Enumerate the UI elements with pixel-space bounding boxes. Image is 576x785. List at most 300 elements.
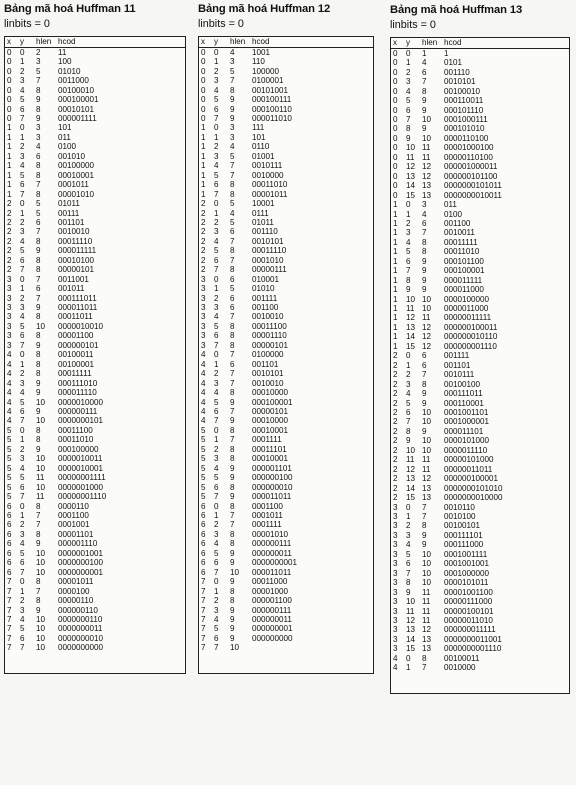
table-row (199, 152, 374, 161)
cell-hcod: 0001001101 (444, 408, 489, 418)
cell-hlen: 6 (422, 67, 427, 77)
cell-x: 6 (201, 520, 206, 530)
cell-y: 5 (20, 170, 25, 180)
cell-y: 5 (406, 247, 411, 257)
cell-x: 4 (393, 653, 398, 663)
cell-hcod: 100 (58, 57, 72, 67)
cell-hcod: 000001101 (252, 463, 292, 473)
cell-hcod: 000111011 (444, 389, 483, 399)
cell-hcod: 00100010 (444, 86, 481, 96)
cell-hlen: 8 (230, 321, 235, 331)
cell-hcod: 0011001 (58, 274, 89, 284)
cell-x: 1 (7, 132, 12, 142)
cell-y: 6 (214, 633, 219, 643)
cell-x: 3 (7, 274, 12, 284)
cell-x: 0 (393, 86, 398, 96)
cell-y: 4 (20, 312, 25, 322)
cell-y: 1 (20, 511, 25, 520)
cell-hcod: 00000110 (58, 596, 94, 606)
cell-hcod: 000001000011 (444, 162, 498, 172)
cell-hcod: 0100000 (252, 350, 284, 360)
cell-hcod: 00001010 (58, 189, 95, 199)
cell-x: 2 (393, 445, 398, 455)
cell-hcod: 001101 (58, 217, 85, 227)
cell-x: 2 (393, 493, 398, 503)
cell-y: 7 (214, 340, 219, 350)
table-row (199, 416, 374, 425)
cell-hlen: 7 (36, 586, 41, 596)
cell-hcod: 000011111 (58, 246, 97, 256)
cell-y: 2 (214, 66, 219, 76)
cell-hcod: 00100001 (58, 359, 95, 369)
cell-x: 1 (201, 170, 206, 180)
cell-y: 15 (406, 341, 416, 351)
table-row (391, 153, 570, 162)
cell-y: 0 (20, 425, 25, 435)
cell-x: 3 (393, 578, 398, 588)
cell-x: 2 (393, 379, 398, 389)
cell-hlen: 7 (422, 228, 427, 238)
table-row (199, 105, 374, 114)
cell-hlen: 4 (422, 209, 427, 219)
table-row (199, 539, 374, 548)
cell-x: 7 (7, 605, 12, 615)
cell-y: 3 (214, 303, 219, 313)
cell-y: 6 (20, 407, 25, 417)
cell-y: 4 (20, 85, 25, 95)
table-row (391, 521, 570, 530)
cell-y: 7 (406, 266, 411, 276)
cell-hcod: 001100 (444, 218, 471, 228)
cell-x: 1 (393, 228, 398, 238)
cell-y: 10 (406, 445, 416, 455)
cell-hlen: 3 (36, 123, 41, 133)
table-row (199, 634, 374, 643)
cell-x: 7 (7, 596, 12, 606)
table-row (391, 389, 570, 398)
cell-y: 5 (20, 397, 25, 407)
cell-y: 11 (406, 455, 415, 465)
cell-y: 7 (20, 189, 25, 199)
cell-y: 7 (20, 643, 25, 653)
cell-x: 7 (7, 633, 12, 643)
table-row (199, 322, 374, 331)
cell-x: 7 (7, 614, 12, 624)
cell-y: 6 (20, 104, 25, 114)
cell-y: 5 (214, 246, 219, 256)
cell-y: 5 (20, 473, 25, 483)
table-row (199, 615, 374, 624)
cell-hcod: 000100001 (58, 95, 99, 105)
cell-x: 4 (7, 407, 12, 417)
cell-y: 4 (20, 463, 25, 473)
cell-y: 1 (20, 132, 25, 142)
table-row (391, 313, 570, 322)
cell-x: 4 (7, 369, 12, 379)
cell-y: 0 (406, 502, 411, 512)
cell-x: 3 (393, 587, 398, 597)
table-row (5, 492, 186, 501)
cell-x: 4 (7, 359, 12, 369)
cell-x: 0 (201, 57, 206, 67)
cell-hcod: 11 (58, 47, 67, 57)
cell-y: 4 (20, 614, 25, 624)
cell-hlen: 6 (230, 303, 235, 313)
cell-hlen: 7 (230, 369, 235, 379)
cell-y: 6 (214, 180, 219, 190)
cell-x: 4 (201, 350, 206, 360)
cell-hcod: 001011 (58, 284, 85, 294)
cell-hlen: 9 (230, 605, 235, 615)
cell-x: 3 (201, 331, 206, 341)
cell-hlen: 10 (36, 397, 46, 407)
table-row (199, 218, 374, 227)
table-row (391, 332, 570, 341)
cell-hlen: 13 (422, 190, 432, 200)
cell-y: 4 (20, 236, 25, 246)
cell-y: 4 (214, 85, 219, 95)
cell-hlen: 9 (230, 633, 235, 643)
cell-hcod: 00010101 (58, 104, 95, 114)
cell-hcod: 000000111 (58, 407, 98, 417)
cell-hlen: 9 (230, 473, 235, 483)
cell-hlen: 10 (422, 445, 432, 455)
table-row (199, 577, 374, 586)
cell-y: 6 (20, 482, 25, 492)
cell-hlen: 8 (36, 331, 41, 341)
cell-hcod: 000000101 (58, 340, 99, 350)
table-row (5, 199, 186, 208)
table-row (5, 539, 186, 548)
table-row (5, 312, 186, 321)
cell-hlen: 8 (230, 454, 235, 464)
cell-x: 2 (201, 217, 206, 227)
huffman-table-13 (390, 37, 570, 694)
cell-hcod: 00000111 (252, 265, 287, 275)
table-row (199, 596, 374, 605)
cell-y: 0 (20, 501, 25, 511)
cell-y: 4 (214, 161, 219, 171)
cell-hlen: 10 (36, 624, 46, 634)
cell-x: 0 (7, 47, 12, 57)
cell-x: 4 (201, 359, 206, 369)
cell-y: 9 (406, 285, 411, 295)
table-title: Bảng mã hoá Huffman 12 (198, 3, 331, 15)
cell-hcod: 000011011 (252, 567, 292, 577)
cell-hlen: 9 (422, 124, 427, 134)
table-row (5, 180, 186, 189)
table-row (391, 342, 570, 351)
cell-x: 5 (7, 463, 12, 473)
cell-hlen: 9 (230, 463, 235, 473)
cell-x: 7 (201, 643, 206, 653)
cell-hcod: 100000 (252, 66, 280, 76)
table-row (199, 379, 374, 388)
cell-hlen: 13 (422, 493, 432, 503)
cell-hlen: 7 (422, 512, 427, 521)
cell-hlen: 10 (422, 568, 432, 578)
cell-hcod: 00000101 (252, 340, 289, 350)
table-row (5, 142, 186, 151)
table-row (5, 190, 186, 199)
cell-y: 2 (20, 293, 25, 303)
cell-y: 8 (406, 426, 411, 436)
cell-hlen: 6 (422, 351, 427, 361)
cell-y: 1 (406, 512, 411, 521)
cell-hcod: 000011010 (252, 113, 292, 123)
table-row (391, 219, 570, 228)
cell-hlen: 7 (230, 520, 235, 530)
cell-hcod: 0000110100 (444, 133, 489, 143)
cell-y: 4 (214, 614, 219, 624)
cell-y: 3 (20, 227, 25, 237)
cell-hcod: 0000000110 (58, 614, 103, 624)
cell-x: 5 (7, 492, 12, 502)
cell-x: 1 (7, 142, 12, 152)
cell-hcod: 0000000100 (58, 558, 104, 568)
cell-y: 3 (214, 76, 219, 86)
cell-y: 6 (214, 104, 219, 114)
cell-x: 1 (393, 275, 398, 285)
cell-hlen: 5 (230, 284, 235, 294)
cell-hlen: 9 (422, 398, 427, 408)
cell-y: 1 (214, 57, 219, 67)
cell-hlen: 8 (36, 312, 41, 322)
cell-y: 0 (20, 577, 25, 587)
cell-x: 2 (393, 474, 398, 484)
cell-hcod: 0010101 (252, 236, 284, 246)
cell-hcod: 001111 (252, 293, 278, 303)
table-row (5, 577, 186, 586)
table-row (5, 558, 186, 567)
cell-hcod: 10001 (252, 199, 275, 209)
table-row (199, 86, 374, 95)
cell-hcod: 000001110 (58, 539, 98, 549)
table-row (391, 493, 570, 502)
cell-y: 2 (20, 369, 25, 379)
cell-y: 2 (406, 370, 411, 380)
cell-y: 1 (214, 359, 219, 369)
table-row (199, 256, 374, 265)
table-row (5, 227, 186, 236)
cell-hlen: 9 (36, 246, 41, 256)
cell-hcod: 01001 (252, 151, 275, 161)
table-row (391, 663, 570, 694)
table-row (5, 331, 186, 340)
table-row (391, 162, 570, 171)
cell-hlen: 8 (36, 350, 41, 360)
table-row (391, 181, 570, 190)
table-row (5, 265, 186, 274)
cell-y: 3 (214, 227, 219, 237)
cell-x: 3 (393, 634, 398, 644)
cell-x: 1 (393, 304, 398, 314)
cell-hlen: 8 (36, 189, 41, 199)
table-row (5, 634, 186, 643)
cell-hlen: 7 (230, 407, 235, 417)
cell-y: 13 (406, 322, 416, 332)
cell-hlen: 10 (36, 643, 46, 653)
cell-x: 2 (201, 246, 206, 256)
cell-hcod: 111 (252, 123, 265, 133)
cell-hcod: 00000001110 (58, 492, 107, 502)
table-row (391, 569, 570, 578)
table-row (199, 57, 374, 66)
table-row (5, 294, 186, 303)
cell-y: 7 (214, 265, 219, 275)
cell-x: 0 (393, 162, 398, 172)
cell-hlen: 7 (36, 293, 41, 303)
cell-x: 3 (201, 293, 206, 303)
cell-x: 0 (7, 113, 12, 123)
table-row (199, 190, 374, 199)
cell-y: 3 (214, 378, 219, 388)
cell-x: 4 (393, 663, 398, 673)
cell-y: 0 (20, 199, 25, 209)
cell-y: 12 (406, 464, 416, 474)
cell-x: 3 (201, 312, 206, 322)
cell-hcod: 0010010 (252, 312, 284, 322)
cell-y: 1 (406, 58, 411, 68)
cell-hlen: 13 (422, 181, 432, 191)
cell-hlen: 10 (422, 578, 432, 588)
table-row (199, 123, 374, 132)
table-row (391, 68, 570, 77)
cell-hlen: 7 (422, 370, 427, 380)
cell-x: 5 (201, 492, 206, 502)
table-header-row (391, 38, 570, 49)
cell-hcod: 110 (252, 57, 265, 67)
cell-hcod: 0010000 (444, 663, 476, 673)
cell-y: 0 (20, 274, 25, 284)
cell-hlen: 9 (230, 614, 235, 624)
cell-y: 12 (406, 313, 416, 323)
cell-hlen: 9 (36, 539, 41, 549)
cell-hlen: 9 (422, 389, 427, 399)
cell-hcod: 000111011 (58, 293, 97, 303)
cell-hcod (250, 643, 374, 674)
column-header-y: y (18, 37, 34, 48)
cell-hlen: 11 (422, 464, 431, 474)
cell-hlen: 11 (36, 473, 45, 483)
table-row (199, 275, 374, 284)
cell-x: 0 (201, 104, 206, 114)
cell-hlen: 9 (422, 96, 427, 106)
table-row (199, 133, 374, 142)
cell-hlen: 6 (230, 274, 235, 284)
cell-x: 3 (7, 303, 12, 313)
cell-hcod: 00100100 (444, 379, 481, 389)
cell-y: 7 (20, 265, 25, 275)
cell-y: 7 (214, 643, 219, 653)
table-row (199, 294, 374, 303)
cell-y: 6 (406, 559, 411, 569)
table-row (5, 303, 186, 312)
cell-x: 1 (201, 151, 206, 161)
cell-hlen: 9 (422, 266, 427, 276)
cell-x: 4 (7, 350, 12, 360)
cell-hcod: 00011100 (58, 425, 93, 435)
cell-y: 3 (20, 303, 25, 313)
column-header-hcod: hcod (56, 37, 186, 48)
cell-hlen: 7 (230, 236, 235, 246)
table-row (391, 436, 570, 445)
cell-hcod: 000000111 (252, 605, 292, 615)
table-row (5, 511, 186, 520)
cell-y: 2 (214, 217, 219, 227)
column-header-hlen: hlen (228, 37, 250, 48)
table-row (199, 341, 374, 350)
cell-hlen: 8 (230, 596, 235, 606)
cell-x: 0 (7, 95, 12, 105)
cell-x: 3 (393, 530, 398, 540)
table-row (5, 67, 186, 76)
table-row (391, 304, 570, 313)
cell-hcod: 0000011110 (444, 445, 488, 455)
cell-y: 3 (20, 378, 25, 388)
cell-y: 1 (20, 208, 25, 218)
cell-hcod: 00100000 (58, 161, 95, 171)
cell-y: 5 (406, 398, 411, 408)
table-row (5, 520, 186, 529)
table-row (391, 58, 570, 67)
cell-hlen: 8 (36, 425, 41, 435)
cell-y: 0 (214, 47, 219, 57)
table-row (391, 257, 570, 266)
cell-hcod: 000011101 (444, 426, 484, 436)
cell-hcod: 00001110 (252, 331, 287, 341)
cell-x: 2 (201, 265, 206, 275)
cell-x: 2 (201, 227, 206, 237)
cell-y: 5 (20, 246, 25, 256)
cell-hlen: 8 (230, 189, 235, 199)
cell-hlen: 10 (422, 559, 432, 569)
cell-hcod: 00100011 (444, 653, 480, 663)
cell-y: 6 (406, 256, 411, 266)
cell-hlen: 9 (422, 256, 427, 266)
table-row (199, 171, 374, 180)
table-row (5, 587, 186, 596)
table-row (391, 465, 570, 474)
cell-hlen: 8 (422, 653, 427, 663)
cell-x: 5 (7, 454, 12, 464)
cell-hcod: 0000000010000 (444, 493, 503, 503)
cell-x: 1 (7, 123, 12, 133)
cell-x: 4 (201, 407, 206, 417)
table-row (5, 530, 186, 539)
table-row (391, 559, 570, 568)
cell-y: 0 (20, 47, 25, 57)
cell-x: 7 (7, 643, 12, 653)
cell-hlen: 4 (230, 142, 235, 152)
cell-x: 3 (393, 615, 398, 625)
cell-hcod: 000100110 (252, 104, 292, 114)
cell-x: 2 (393, 389, 398, 399)
cell-y: 1 (406, 663, 411, 673)
cell-hlen: 7 (230, 511, 235, 520)
cell-y: 5 (20, 548, 25, 558)
cell-y: 2 (406, 67, 411, 77)
cell-y: 4 (214, 236, 219, 246)
cell-hlen: 11 (422, 313, 431, 323)
table-row (5, 445, 186, 454)
cell-x: 6 (201, 511, 206, 520)
cell-hlen: 9 (422, 275, 427, 285)
cell-hlen: 11 (422, 615, 431, 625)
cell-hlen: 8 (36, 529, 41, 539)
cell-hcod: 0000011000 (444, 304, 489, 314)
cell-x: 5 (201, 473, 206, 483)
